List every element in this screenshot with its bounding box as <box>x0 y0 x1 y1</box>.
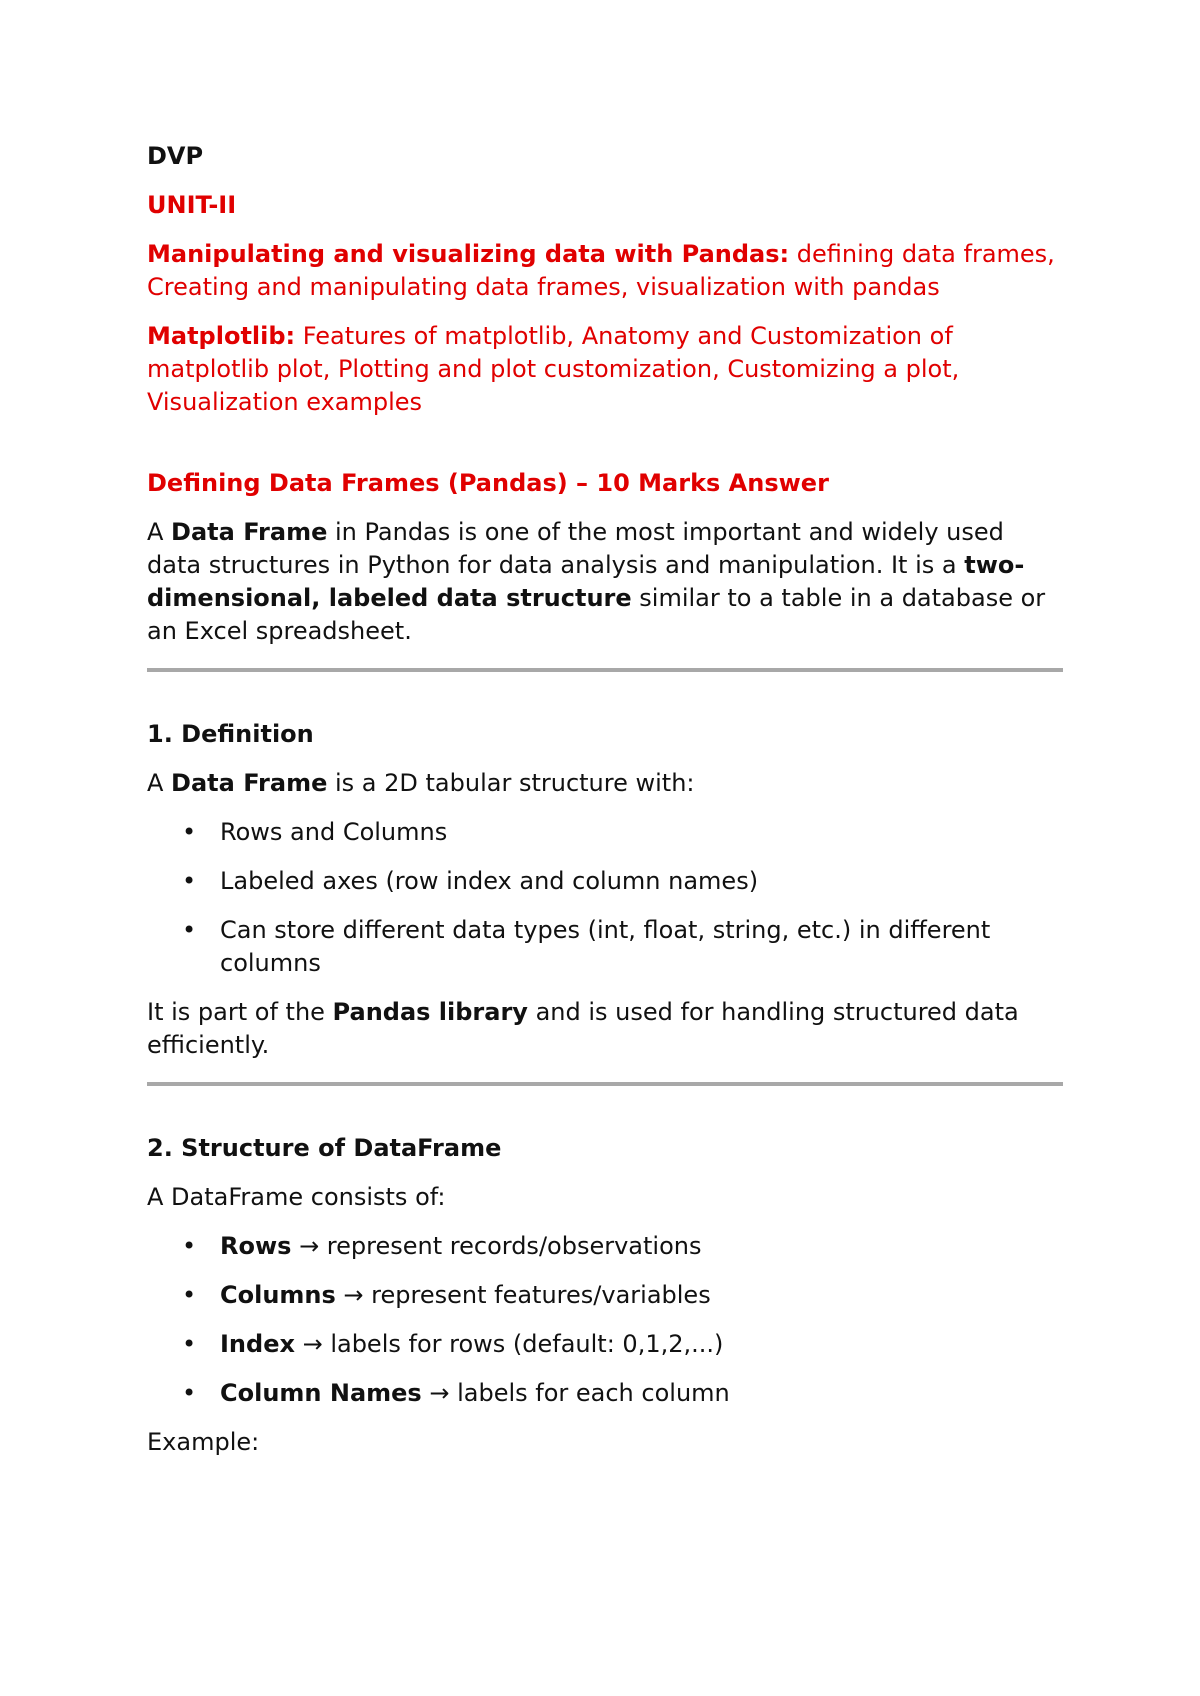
list-item: • Can store different data types (int, float, string, etc.) in different columns <box>182 916 991 977</box>
bullet-icon: • <box>182 867 197 895</box>
bullet-icon: • <box>182 916 197 944</box>
example-label: Example: <box>147 1428 260 1456</box>
syllabus-topic-pandas-text: defining data frames, Creating and manipulating data frames, visualization with pandas <box>147 240 1055 301</box>
definition-heading: 1. Definition <box>147 720 314 748</box>
section-divider <box>147 668 1063 672</box>
bullet-icon: • <box>182 818 197 846</box>
unit-heading: UNIT-II <box>147 191 237 219</box>
syllabus-topic-matplotlib <box>147 320 1063 419</box>
list-item: • Labeled axes (row index and column names) <box>147 865 1063 898</box>
list-item: • Column Names → labels for each column <box>147 1377 1063 1410</box>
structure-lead: A DataFrame consists of: <box>147 1183 446 1211</box>
bullet-icon: • <box>182 1379 197 1407</box>
list-item: • Rows → represent records/observations <box>147 1230 1063 1263</box>
section-divider <box>147 1082 1063 1086</box>
definition-list <box>147 816 1063 980</box>
list-item: • Rows and Columns <box>147 816 1063 849</box>
bullet-icon: • <box>182 1232 197 1260</box>
structure-list <box>147 1230 1063 1410</box>
syllabus-topic-pandas-label: Manipulating and visualizing data with Pandas: <box>147 240 790 268</box>
list-item: • Columns → represent features/variables <box>147 1279 1063 1312</box>
list-item: • Index → labels for rows (default: 0,1,2,...) <box>147 1328 1063 1361</box>
bullet-icon: • <box>182 1281 197 1309</box>
definition-closing: It is part of the Pandas library and is used for handling structured data efficiently. <box>147 998 1019 1059</box>
structure-heading: 2. Structure of DataFrame <box>147 1134 502 1162</box>
syllabus-topic-pandas <box>147 238 1063 304</box>
document-page <box>147 140 1063 1475</box>
intro-paragraph: A Data Frame in Pandas is one of the most important and widely used data structures in Python for data analysis and manipulation. It is a two-dimensional, labeled data structure similar to a table in a database or an Excel spreadsheet. <box>147 518 1046 645</box>
syllabus-topic-matplotlib-label: Matplotlib: <box>147 322 296 350</box>
syllabus-topic-matplotlib-text: Features of matplotlib, Anatomy and Customization of matplotlib plot, Plotting and plot customization, Customizing a plot, Visualization examples <box>147 322 960 416</box>
definition-lead: A Data Frame is a 2D tabular structure with: <box>147 769 695 797</box>
course-title: DVP <box>147 142 204 170</box>
bullet-icon: • <box>182 1330 197 1358</box>
answer-heading: Defining Data Frames (Pandas) – 10 Marks Answer <box>147 469 829 497</box>
